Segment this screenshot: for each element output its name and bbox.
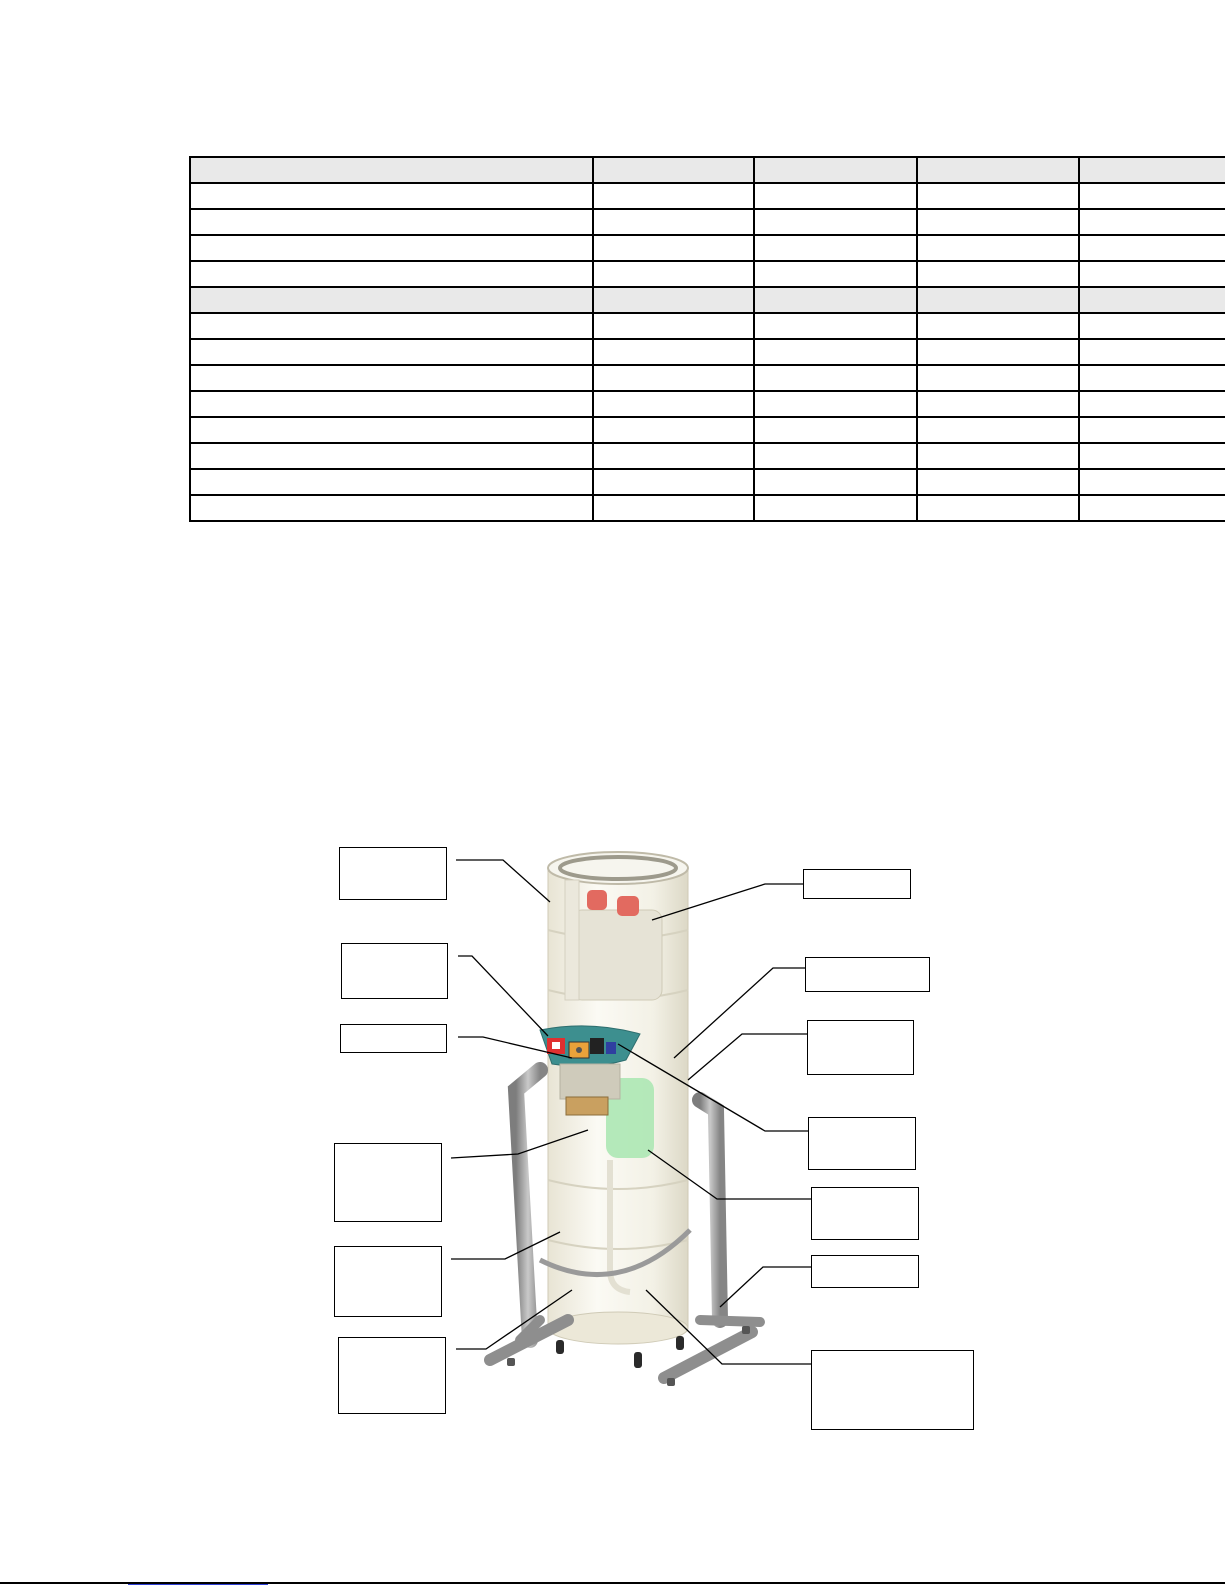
callout-right-2 [805,957,930,992]
callout-left-1 [339,847,447,900]
callout-right-4 [808,1117,916,1170]
callout-right-1 [803,869,911,899]
callout-right-6 [811,1255,919,1288]
leader-line [458,956,548,1036]
power-switch-blue [606,1042,616,1054]
callout-left-2 [341,943,448,999]
leader-line [688,1034,807,1080]
leader-line [674,968,805,1058]
callout-left-3 [340,1024,447,1053]
leader-line [720,1267,811,1307]
callout-right-5 [811,1187,919,1240]
callout-left-6 [338,1337,446,1414]
callout-right-3 [807,1020,914,1075]
callout-left-5 [334,1246,442,1317]
callout-right-7 [811,1350,974,1430]
leader-line [456,860,550,902]
page-bottom-rule [0,1582,1225,1584]
callout-left-4 [334,1143,442,1222]
leader-line [451,1232,560,1259]
